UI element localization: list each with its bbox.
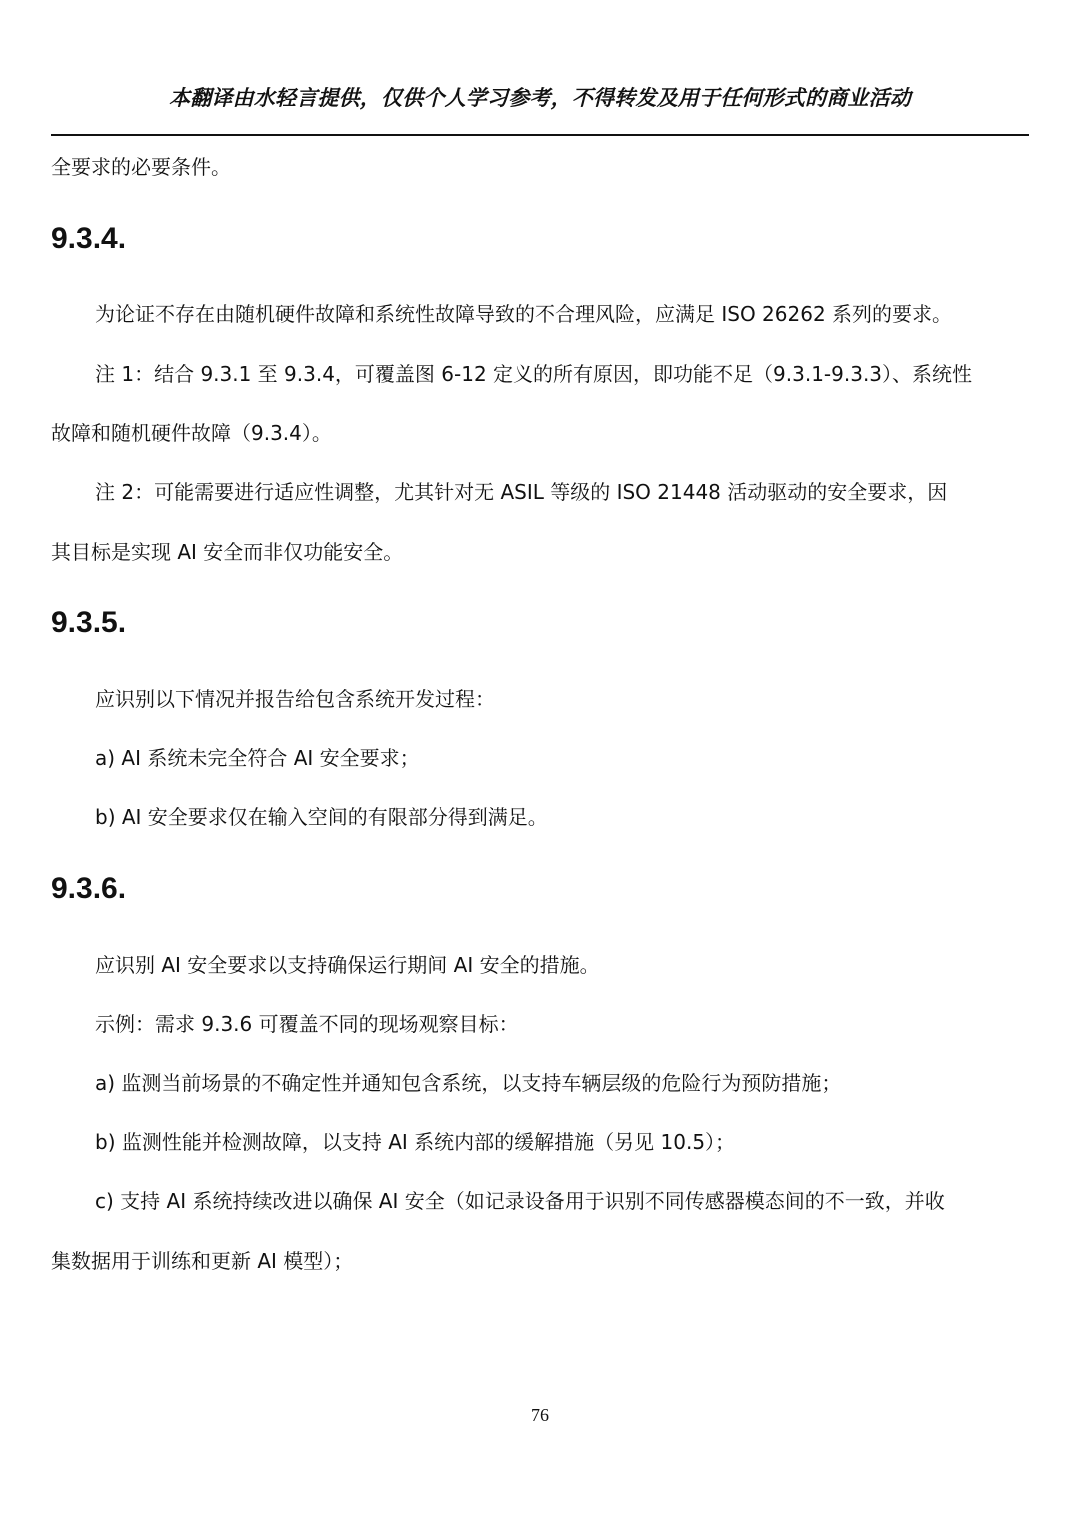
section-heading-9-3-5: 9.3.5. (51, 606, 127, 639)
section-9-3-6-intro: 应识别 AI 安全要求以支持确保运行期间 AI 安全的措施。 (95, 953, 600, 977)
section-9-3-5-item-a: a) AI 系统未完全符合 AI 安全要求； (95, 746, 420, 770)
section-9-3-4-paragraph: 为论证不存在由随机硬件故障和系统性故障导致的不合理风险，应满足 ISO 26262 系列的要求。 (95, 302, 953, 326)
section-9-3-6-item-b: b) 监测性能并检测故障，以支持 AI 系统内部的缓解措施（另见 10.5）； (95, 1130, 736, 1154)
section-heading-9-3-4: 9.3.4. (51, 222, 127, 255)
section-9-3-6-item-c-line-1: c) 支持 AI 系统持续改进以确保 AI 安全（如记录设备用于识别不同传感器模态间的不一致，并收 (95, 1189, 945, 1213)
note-2-line-1: 注 2：可能需要进行适应性调整，尤其针对无 ASIL 等级的 ISO 21448 活动驱动的安全要求，因 (95, 480, 948, 504)
section-9-3-6-item-c-line-2: 集数据用于训练和更新 AI 模型）； (51, 1249, 354, 1273)
page-header-disclaimer: 本翻译由水轻言提供，仅供个人学习参考，不得转发及用于任何形式的商业活动 (169, 86, 911, 110)
page-number: 76 (531, 1405, 549, 1425)
header-divider (51, 134, 1029, 136)
section-9-3-5-item-b: b) AI 安全要求仅在输入空间的有限部分得到满足。 (95, 805, 548, 829)
section-9-3-6-example: 示例：需求 9.3.6 可覆盖不同的现场观察目标： (95, 1012, 519, 1036)
section-9-3-6-item-a: a) 监测当前场景的不确定性并通知包含系统，以支持车辆层级的危险行为预防措施； (95, 1071, 842, 1095)
section-heading-9-3-6: 9.3.6. (51, 872, 127, 905)
section-9-3-5-intro: 应识别以下情况并报告给包含系统开发过程： (95, 687, 495, 711)
carryover-text: 全要求的必要条件。 (51, 155, 231, 179)
note-1-line-2: 故障和随机硬件故障（9.3.4）。 (51, 421, 332, 445)
note-2-line-2: 其目标是实现 AI 安全而非仅功能安全。 (51, 540, 404, 564)
note-1-line-1: 注 1：结合 9.3.1 至 9.3.4，可覆盖图 6-12 定义的所有原因，即功能不足（9.3.1-9.3.3）、系统性 (95, 362, 973, 386)
